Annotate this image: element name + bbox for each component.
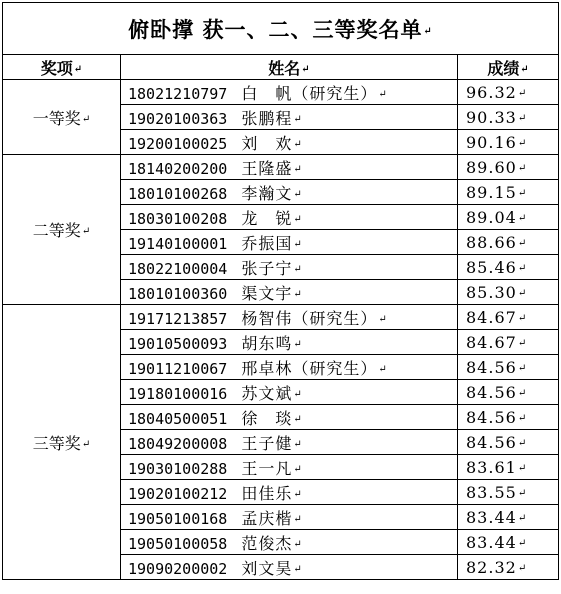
- student-cell: [121, 230, 458, 255]
- student-name: 渠文宇: [241, 283, 293, 303]
- paragraph-mark-icon: ↵: [81, 438, 91, 450]
- student-cell: [121, 530, 458, 555]
- score-value: 84.67: [466, 332, 517, 352]
- paragraph-mark-icon: ↵: [293, 413, 302, 425]
- score-value: 83.61: [466, 457, 517, 477]
- header-award: [3, 55, 121, 80]
- paragraph-mark-icon: ↵: [517, 512, 528, 524]
- paragraph-mark-icon: ↵: [293, 238, 302, 250]
- student-cell: [121, 505, 458, 530]
- table-title-cell: [3, 3, 559, 55]
- score-cell: [458, 555, 559, 580]
- student-id: 19020100363: [128, 109, 228, 128]
- student-cell: [121, 430, 458, 455]
- student-name: 刘 欢: [241, 133, 293, 153]
- student-cell: [121, 405, 458, 430]
- paragraph-mark-icon: ↵: [517, 87, 528, 99]
- score-cell: [458, 180, 559, 205]
- student-name: 李瀚文: [241, 183, 293, 203]
- score-value: 89.04: [466, 207, 517, 227]
- paragraph-mark-icon: ↵: [293, 163, 302, 175]
- paragraph-mark-icon: ↵: [517, 187, 528, 199]
- paragraph-mark-icon: ↵: [73, 63, 83, 75]
- score-value: 83.44: [466, 507, 517, 527]
- score-value: 85.30: [466, 282, 517, 302]
- student-name: 白 帆（研究生）: [241, 83, 378, 103]
- score-value: 85.46: [466, 257, 517, 277]
- student-cell: [121, 180, 458, 205]
- award-level-cell: [3, 305, 121, 580]
- paragraph-mark-icon: ↵: [517, 337, 528, 349]
- paragraph-mark-icon: ↵: [301, 63, 310, 75]
- award-list-document: [2, 2, 558, 591]
- header-score: [458, 55, 559, 80]
- paragraph-mark-icon: ↵: [517, 562, 528, 574]
- student-id: 18040500051: [128, 409, 228, 428]
- student-id: 19090200002: [128, 559, 228, 578]
- paragraph-mark-icon: ↵: [517, 212, 528, 224]
- student-id: 18021210797: [128, 84, 228, 103]
- student-name: 孟庆楷: [241, 508, 293, 528]
- paragraph-mark-icon: ↵: [517, 162, 528, 174]
- student-name: 乔振国: [241, 233, 293, 253]
- student-cell: [121, 455, 458, 480]
- table-row: [3, 155, 559, 180]
- paragraph-mark-icon: ↵: [517, 362, 528, 374]
- score-value: 84.67: [466, 307, 517, 327]
- student-name: 王隆盛: [241, 158, 293, 178]
- header-name: [121, 55, 458, 80]
- paragraph-mark-icon: ↵: [293, 538, 302, 550]
- score-value: 90.16: [466, 132, 517, 152]
- paragraph-mark-icon: ↵: [517, 287, 528, 299]
- score-value: 89.60: [466, 157, 517, 177]
- table-title: 俯卧撑 获一、二、三等奖名单: [128, 16, 423, 42]
- score-value: 84.56: [466, 407, 517, 427]
- student-id: 19030100288: [128, 459, 228, 478]
- score-value: 83.44: [466, 532, 517, 552]
- paragraph-mark-icon: ↵: [81, 113, 91, 125]
- paragraph-mark-icon: ↵: [517, 487, 528, 499]
- student-id: 19050100168: [128, 509, 228, 528]
- student-id: 19011210067: [128, 359, 228, 378]
- student-id: 18049200008: [128, 434, 228, 453]
- paragraph-mark-icon: ↵: [517, 262, 528, 274]
- paragraph-mark-icon: ↵: [293, 288, 302, 300]
- student-cell: [121, 305, 458, 330]
- student-id: 19171213857: [128, 309, 228, 328]
- student-name: 张鹏程: [241, 108, 293, 128]
- student-name: 杨智伟（研究生）: [241, 308, 378, 328]
- student-id: 19010500093: [128, 334, 228, 353]
- paragraph-mark-icon: ↵: [293, 388, 302, 400]
- score-cell: [458, 105, 559, 130]
- award-level-label: 一等奖: [32, 108, 81, 128]
- score-value: 90.33: [466, 107, 517, 127]
- student-cell: [121, 555, 458, 580]
- score-value: 88.66: [466, 232, 517, 252]
- score-cell: [458, 205, 559, 230]
- student-id: 19050100058: [128, 534, 228, 553]
- score-cell: [458, 480, 559, 505]
- award-level-cell: [3, 155, 121, 305]
- score-value: 84.56: [466, 432, 517, 452]
- paragraph-mark-icon: ↵: [517, 462, 528, 474]
- student-name: 龙 锐: [241, 208, 293, 228]
- score-value: 83.55: [466, 482, 517, 502]
- table-row: [3, 305, 559, 330]
- score-value: 84.56: [466, 357, 517, 377]
- paragraph-mark-icon: ↵: [293, 263, 302, 275]
- paragraph-mark-icon: ↵: [293, 488, 302, 500]
- score-cell: [458, 330, 559, 355]
- paragraph-mark-icon: ↵: [517, 437, 528, 449]
- award-level-cell: [3, 80, 121, 155]
- score-cell: [458, 380, 559, 405]
- student-id: 18010100360: [128, 284, 228, 303]
- paragraph-mark-icon: ↵: [378, 88, 387, 100]
- student-cell: [121, 130, 458, 155]
- paragraph-mark-icon: ↵: [293, 563, 302, 575]
- paragraph-mark-icon: ↵: [293, 463, 302, 475]
- student-cell: [121, 155, 458, 180]
- score-cell: [458, 80, 559, 105]
- student-name: 范俊杰: [241, 533, 293, 553]
- student-cell: [121, 255, 458, 280]
- student-name: 刘文昊: [241, 558, 293, 578]
- student-cell: [121, 205, 458, 230]
- paragraph-mark-icon: ↵: [517, 412, 528, 424]
- student-id: 18010100268: [128, 184, 228, 203]
- student-name: 胡东鸣: [241, 333, 293, 353]
- score-value: 82.32: [466, 557, 517, 577]
- score-cell: [458, 355, 559, 380]
- paragraph-mark-icon: ↵: [293, 138, 302, 150]
- score-cell: [458, 305, 559, 330]
- paragraph-mark-icon: ↵: [293, 513, 302, 525]
- student-name: 徐 琰: [241, 408, 293, 428]
- student-name: 田佳乐: [241, 483, 293, 503]
- paragraph-mark-icon: ↵: [517, 312, 528, 324]
- student-cell: [121, 380, 458, 405]
- score-cell: [458, 130, 559, 155]
- student-id: 18030100208: [128, 209, 228, 228]
- student-id: 19140100001: [128, 234, 228, 253]
- paragraph-mark-icon: ↵: [423, 25, 433, 37]
- score-cell: [458, 155, 559, 180]
- student-id: 18140200200: [128, 159, 228, 178]
- header-award-label: 奖项: [40, 58, 73, 78]
- award-table: [2, 2, 559, 580]
- table-body: [3, 80, 559, 580]
- score-cell: [458, 455, 559, 480]
- score-cell: [458, 505, 559, 530]
- paragraph-mark-icon: ↵: [293, 188, 302, 200]
- score-cell: [458, 430, 559, 455]
- paragraph-mark-icon: ↵: [517, 137, 528, 149]
- paragraph-mark-icon: ↵: [517, 112, 528, 124]
- score-value: 84.56: [466, 382, 517, 402]
- student-name: 王子健: [241, 433, 293, 453]
- student-id: 19020100212: [128, 484, 228, 503]
- student-cell: [121, 80, 458, 105]
- header-score-label: 成绩: [487, 58, 520, 78]
- score-cell: [458, 530, 559, 555]
- paragraph-mark-icon: ↵: [517, 537, 528, 549]
- student-id: 19180100016: [128, 384, 228, 403]
- paragraph-mark-icon: ↵: [81, 226, 91, 237]
- award-level-label: 二等奖: [32, 221, 81, 240]
- student-name: 王一凡: [241, 458, 293, 478]
- student-cell: [121, 330, 458, 355]
- paragraph-mark-icon: ↵: [293, 213, 302, 225]
- paragraph-mark-icon: ↵: [520, 63, 529, 75]
- paragraph-mark-icon: ↵: [517, 237, 528, 249]
- student-id: 18022100004: [128, 259, 228, 278]
- student-cell: [121, 480, 458, 505]
- student-name: 邢卓林（研究生）: [241, 358, 378, 378]
- paragraph-mark-icon: ↵: [293, 113, 302, 125]
- score-cell: [458, 280, 559, 305]
- student-name: 苏文斌: [241, 383, 293, 403]
- paragraph-mark-icon: ↵: [378, 313, 387, 325]
- student-cell: [121, 355, 458, 380]
- score-value: 96.32: [466, 82, 517, 102]
- paragraph-mark-icon: ↵: [517, 387, 528, 399]
- score-cell: [458, 255, 559, 280]
- paragraph-mark-icon: ↵: [378, 363, 387, 375]
- student-id: 19200100025: [128, 134, 228, 153]
- award-level-label: 三等奖: [32, 433, 81, 453]
- student-cell: [121, 280, 458, 305]
- header-name-label: 姓名: [268, 58, 301, 78]
- paragraph-mark-icon: ↵: [293, 438, 302, 450]
- score-cell: [458, 230, 559, 255]
- score-value: 89.15: [466, 182, 517, 202]
- student-cell: [121, 105, 458, 130]
- student-name: 张子宁: [241, 258, 293, 278]
- score-cell: [458, 405, 559, 430]
- paragraph-mark-icon: ↵: [293, 338, 302, 350]
- table-row: [3, 80, 559, 105]
